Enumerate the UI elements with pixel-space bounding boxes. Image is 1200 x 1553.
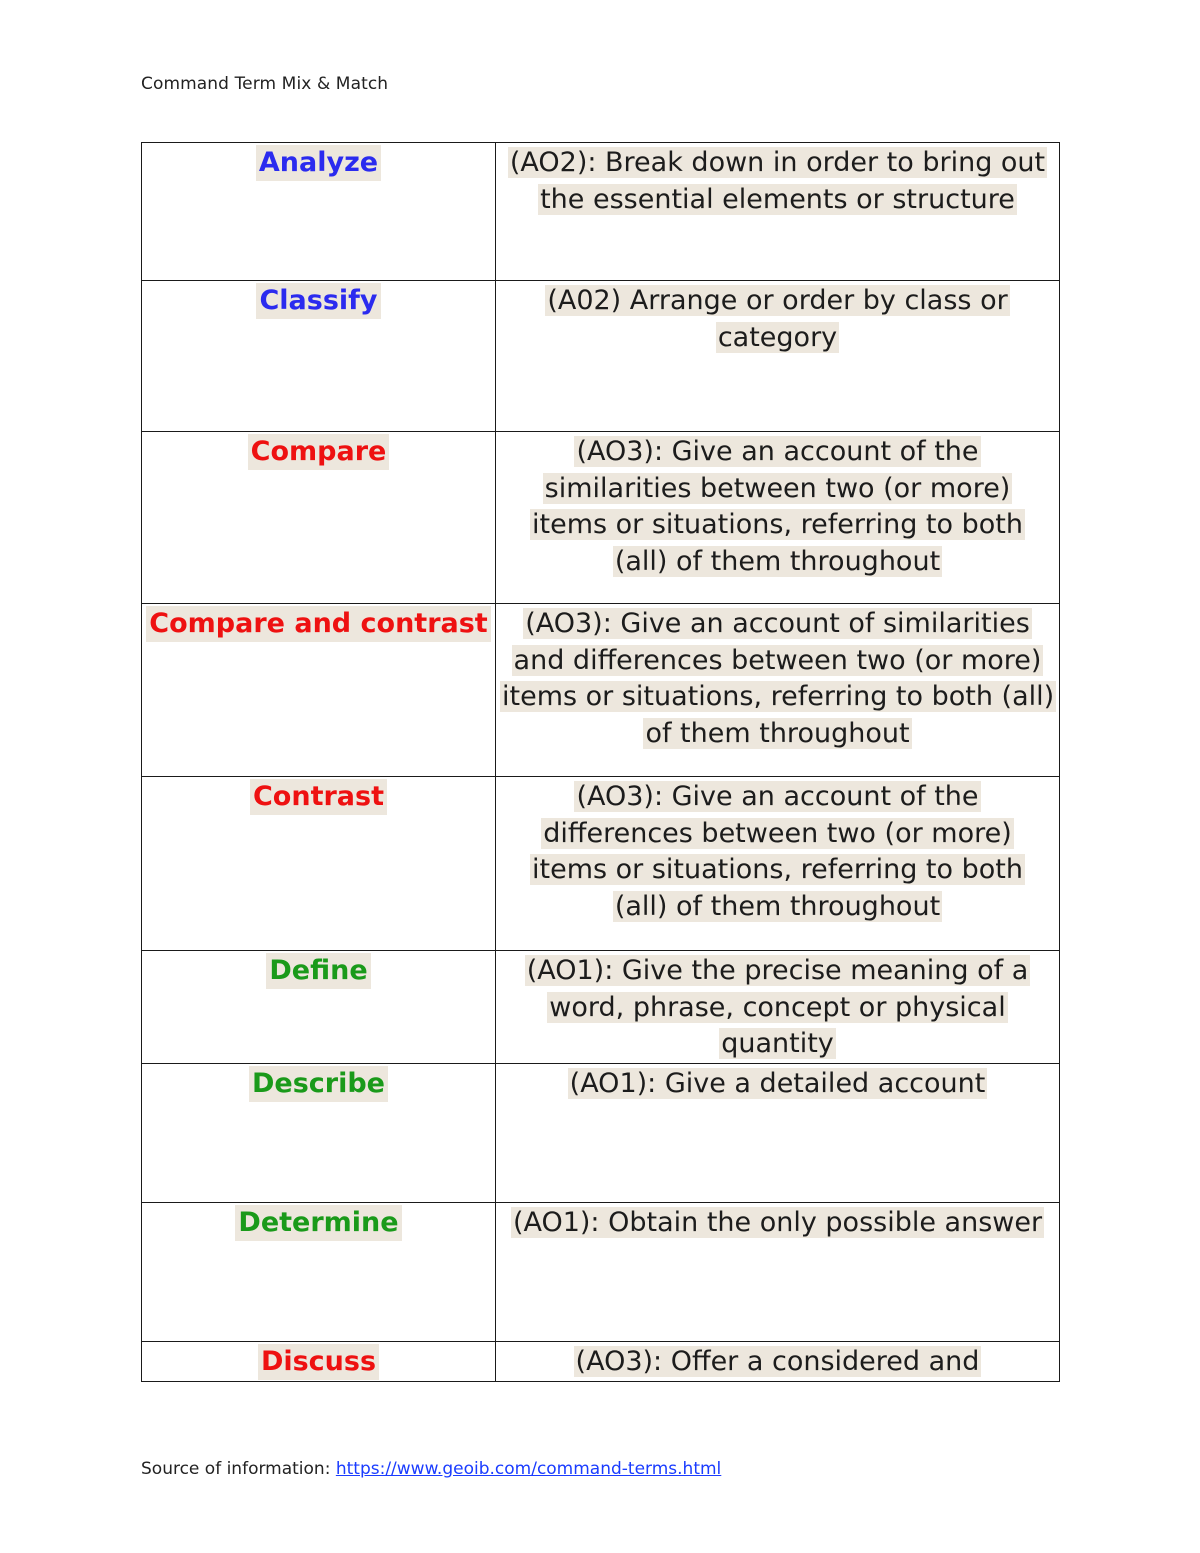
term-cell (142, 432, 496, 604)
definition-highlight: (AO1): Obtain the only possible answer (512, 1207, 1043, 1238)
source-link[interactable]: https://www.geoib.com/command-terms.html (335, 1459, 722, 1479)
definition-text (504, 1344, 1051, 1381)
definition-highlight: (AO3): Give an account of the differences between two (or more) items or situations, referring to both (all) of them throughout (532, 781, 1023, 922)
term-cell (142, 281, 496, 432)
table-row (142, 281, 1060, 432)
term-cell (142, 951, 496, 1064)
term-label: Define (266, 953, 370, 989)
definition-highlight: (AO3): Offer a considered and (575, 1346, 980, 1377)
table-row (142, 432, 1060, 604)
table-row (142, 1342, 1060, 1382)
term-label: Compare (248, 434, 390, 470)
definition-cell (496, 1342, 1060, 1382)
term-label: Discuss (258, 1344, 379, 1380)
definition-cell (496, 951, 1060, 1064)
table-row (142, 1064, 1060, 1203)
definition-cell (496, 281, 1060, 432)
definition-text (504, 283, 1051, 356)
definition-cell (496, 432, 1060, 604)
definition-text (504, 953, 1051, 1063)
term-cell (142, 1064, 496, 1203)
source-footer (141, 1459, 721, 1479)
command-terms-table (141, 142, 1060, 1382)
table-row (142, 604, 1060, 777)
definition-cell (496, 604, 1060, 777)
definition-cell (496, 1203, 1060, 1342)
term-cell (142, 1203, 496, 1342)
definition-text (504, 1066, 1051, 1103)
definition-highlight: (A02) Arrange or order by class or category (547, 285, 1008, 353)
table-row (142, 143, 1060, 281)
definition-text (504, 145, 1051, 218)
definition-cell (496, 777, 1060, 951)
definition-text (500, 606, 1055, 752)
term-cell (142, 604, 496, 777)
footer-label: Source of information: (141, 1459, 331, 1479)
definition-highlight: (AO3): Give an account of similarities and differences between two (or more) items or situations, referring to both (all) of them throughout (502, 608, 1055, 749)
definition-text (504, 1205, 1051, 1242)
term-cell (142, 143, 496, 281)
definition-highlight: (AO2): Break down in order to bring out the essential elements or structure (509, 147, 1046, 215)
term-cell (142, 1342, 496, 1382)
table-row (142, 951, 1060, 1064)
definition-text (504, 779, 1051, 925)
definition-highlight: (AO1): Give a detailed account (569, 1068, 986, 1099)
definition-text (504, 434, 1051, 580)
term-label: Analyze (256, 145, 381, 181)
definition-highlight: (AO3): Give an account of the similarities between two (or more) items or situations, referring to both (all) of them throughout (532, 436, 1023, 577)
term-label: Describe (249, 1066, 388, 1102)
page-header: Command Term Mix & Match (141, 74, 389, 94)
table-row (142, 777, 1060, 951)
term-label: Contrast (250, 779, 387, 815)
table-row (142, 1203, 1060, 1342)
term-label: Classify (256, 283, 380, 319)
term-label: Determine (235, 1205, 401, 1241)
definition-cell (496, 143, 1060, 281)
definition-highlight: (AO1): Give the precise meaning of a word, phrase, concept or physical quantity (526, 955, 1029, 1059)
term-cell (142, 777, 496, 951)
term-label: Compare and contrast (146, 606, 490, 642)
definition-cell (496, 1064, 1060, 1203)
